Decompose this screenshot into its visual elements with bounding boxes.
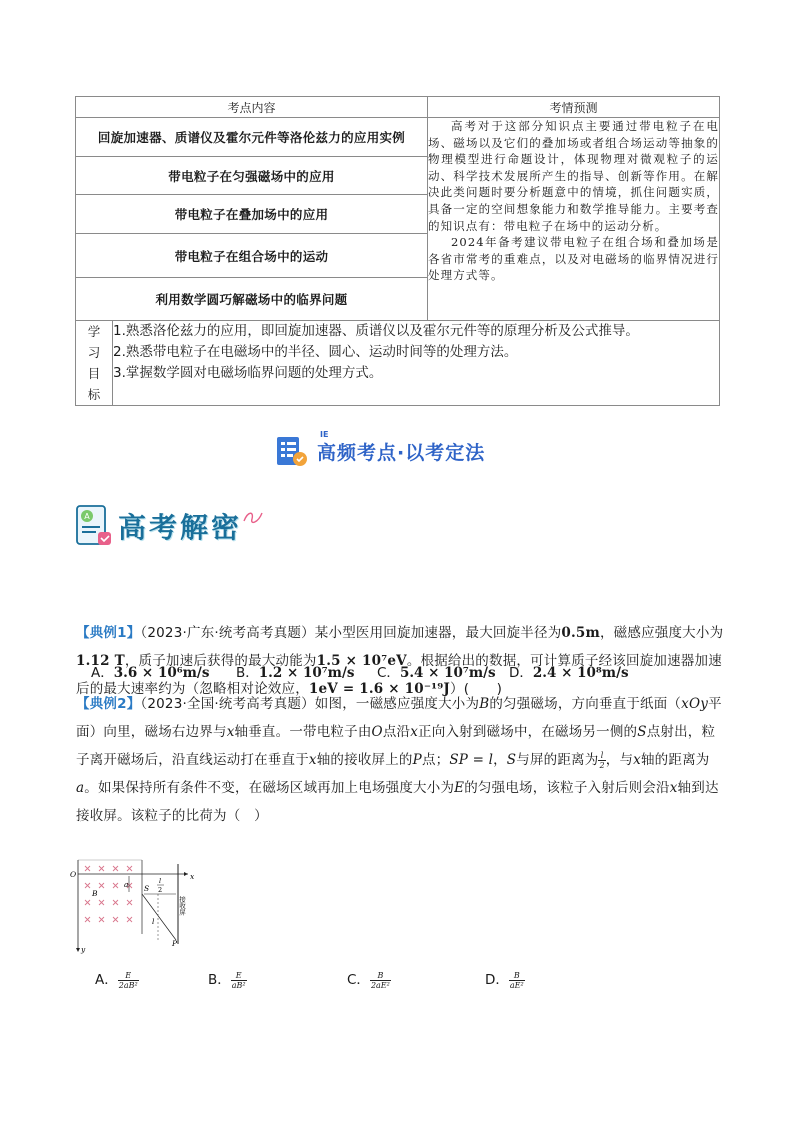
goal-item: 2.熟悉带电粒子在电磁场中的半径、圆心、运动时间等的处理方法。 [113, 344, 518, 360]
option-label: B． [236, 665, 259, 681]
goals-heading-char: 学 [87, 324, 101, 339]
particle-path [142, 894, 176, 940]
symbol: x [669, 780, 678, 796]
fraction-denominator: aB² [231, 980, 246, 990]
option-value: 3.6 × 10⁶m/s [113, 665, 210, 681]
label-O: O [70, 870, 77, 879]
banner-title: 高频考点·以考定法 [317, 441, 486, 464]
question-text: 轴的接收屏上的 [316, 752, 413, 768]
fraction-numerator: B [370, 971, 391, 981]
fraction [598, 751, 605, 770]
question-source: （2023·全国·统考高考真题） [140, 696, 315, 712]
label-P: P [172, 939, 178, 948]
option-value: 5.4 × 10⁷m/s [399, 665, 496, 681]
goal-item: 3.掌握数学圆对电磁场临界问题的处理方式。 [113, 365, 383, 381]
label-screen: 接收屏 [178, 896, 186, 916]
high-frequency-banner [275, 430, 525, 469]
topic-row: 带电粒子在叠加场中的应用 [76, 195, 428, 234]
question-2 [76, 690, 726, 830]
magnetic-field-figure [66, 856, 196, 954]
topic-row: 利用数学圆巧解磁场中的临界问题 [76, 278, 428, 321]
math-value: 1eV = 1.6 × 10⁻¹⁹J [308, 681, 450, 697]
section-header [74, 504, 264, 548]
goals-heading [76, 321, 113, 405]
option-a[interactable] [91, 661, 209, 681]
option-label: B． [208, 972, 231, 988]
symbol: S [506, 752, 517, 768]
question-tag: 【典例2】 [76, 696, 141, 712]
option-fraction [118, 971, 139, 990]
math-value: 1.5 × 10⁷eV [316, 653, 407, 669]
symbol: E [454, 780, 465, 796]
question-text: 轴垂直。一带电粒子由 [234, 724, 372, 740]
option-fraction [370, 971, 391, 990]
question-text: 轴到达接收屏。该粒子的比荷为（ ） [76, 780, 719, 824]
symbol: O [371, 724, 383, 740]
label-S: S [144, 884, 150, 893]
section-title: 高考解密 [118, 511, 243, 544]
question-text: ，质子加速后获得的最大动能为 [124, 653, 317, 669]
question-text: ，与 [605, 752, 634, 768]
label-a: a [124, 880, 129, 889]
document-icon [74, 504, 114, 548]
question-text: 轴的距离为 [640, 752, 710, 768]
question-text: ）( ) [450, 681, 503, 697]
option-a[interactable] [95, 968, 139, 990]
label-y: y [81, 945, 86, 954]
option-c[interactable] [377, 661, 496, 681]
fraction-numerator: E [231, 971, 247, 981]
topic-row: 带电粒子在组合场中的运动 [76, 234, 428, 278]
symbol: xOy [681, 696, 709, 712]
question-text: 点射出，粒子离开磁场后，沿直线运动打在垂直于 [76, 724, 716, 768]
learning-goals [76, 321, 719, 405]
banner-badge: IE [320, 430, 329, 439]
fraction-denominator: aE² [509, 980, 524, 990]
question-text: 与屏的距离为 [516, 752, 599, 768]
fraction-denominator: 2 [599, 760, 605, 770]
goals-list [113, 321, 720, 405]
exam-points-table [75, 96, 720, 406]
question-text: 点沿 [382, 724, 411, 740]
label-B: B [92, 889, 98, 898]
symbol: x [226, 724, 235, 740]
table-header-forecast: 考情预测 [428, 97, 720, 118]
forecast-paragraph-1: 高考对于这部分知识点主要通过带电粒子在电场、磁场以及它们的叠加场或者组合场运动等抽象的物理模型进行命题设计，体现物理对微观粒子的运动、科学技术发展所产生的指导、创新等作用。在解决此类问题时要分析题意中的情境，抓住问题实质，具备一定的空间想象能力和数学推导能力。主要考查的知识点有：带电粒子在场中的运动分析。 [428, 119, 719, 233]
topic-row: 带电粒子在匀强磁场中的应用 [76, 157, 428, 195]
field-region [78, 860, 142, 948]
question-text: ， [493, 752, 507, 768]
topic-row: 回旋加速器、质谱仪及霍尔元件等洛伦兹力的应用实例 [76, 118, 428, 157]
option-label: C． [347, 972, 370, 988]
symbol: a [76, 780, 85, 796]
fraction-numerator: B [509, 971, 525, 981]
option-b[interactable] [208, 968, 247, 990]
symbol: P [412, 752, 422, 768]
symbol: S [637, 724, 647, 740]
goal-item: 1.熟悉洛伦兹力的应用，即回旋加速器、质谱仪以及霍尔元件等的原理分析及公式推导。 [113, 323, 639, 339]
question-text: 的匀强电场，该粒子入射后则会沿 [464, 780, 670, 796]
symbol: x [308, 752, 317, 768]
option-fraction [231, 971, 247, 990]
question-text: ，磁感应强度大小为 [599, 625, 724, 641]
question-text: 。如果保持所有条件不变，在磁场区域再加上电场强度大小为 [84, 780, 455, 796]
option-value: 2.4 × 10⁸m/s [532, 665, 629, 681]
label-x: x [190, 872, 195, 881]
option-label: C． [377, 665, 400, 681]
option-fraction [509, 971, 525, 990]
symbol: x [410, 724, 419, 740]
option-c[interactable] [347, 968, 391, 990]
symbol: B [479, 696, 490, 712]
option-label: D． [509, 665, 533, 681]
option-label: A． [91, 665, 114, 681]
question-source: （2023·广东·统考高考真题） [140, 625, 315, 641]
label-l-half-den: 2 [158, 886, 163, 894]
fraction-denominator: 2aB² [118, 980, 138, 990]
forecast-paragraph-2: 2024年备考建议带电粒子在组合场和叠加场是各省市常考的重难点，以及对电磁场的临界情况进行处理方式等。 [428, 235, 719, 283]
flourish-icon [242, 507, 264, 527]
question-text: 。根据给出的数据，可计算质子经该回旋加速器加速后的最大速率约为（忽略相对论效应， [76, 653, 722, 697]
goals-heading-char: 标 [87, 387, 101, 402]
fraction-numerator: E [118, 971, 139, 981]
option-label: A． [95, 972, 118, 988]
question-text: 如图，一磁感应强度大小为 [314, 696, 480, 712]
symbol: x [633, 752, 641, 768]
label-l-half-num: l [159, 877, 162, 885]
question-tag: 【典例1】 [76, 625, 141, 641]
forecast-cell [428, 118, 720, 321]
question-text: 正向入射到磁场中，在磁场另一侧的 [418, 724, 638, 740]
goals-heading-char: 习 [87, 345, 101, 360]
symbol: SP = l [449, 752, 494, 768]
fraction-denominator: 2aE² [370, 980, 390, 990]
option-d[interactable] [509, 661, 629, 681]
question-text: 平面）向里，磁场右边界与 [76, 696, 722, 740]
math-value: 0.5m [561, 625, 600, 641]
svg-text:A: A [84, 512, 90, 521]
question-text: 某小型医用回旋加速器，最大回旋半径为 [314, 625, 562, 641]
option-d[interactable] [485, 968, 525, 990]
option-value: 1.2 × 10⁷m/s [258, 665, 355, 681]
option-b[interactable] [236, 661, 354, 681]
option-label: D． [485, 972, 509, 988]
label-l: l [152, 917, 155, 926]
question-text: 点； [421, 752, 450, 768]
question-text: 的匀强磁场，方向垂直于纸面（ [489, 696, 682, 712]
fraction-numerator: l [598, 751, 605, 761]
math-value: 1.12 T [76, 653, 125, 669]
table-header-content: 考点内容 [76, 97, 428, 118]
checklist-icon [275, 434, 311, 468]
goals-heading-char: 目 [87, 366, 101, 381]
